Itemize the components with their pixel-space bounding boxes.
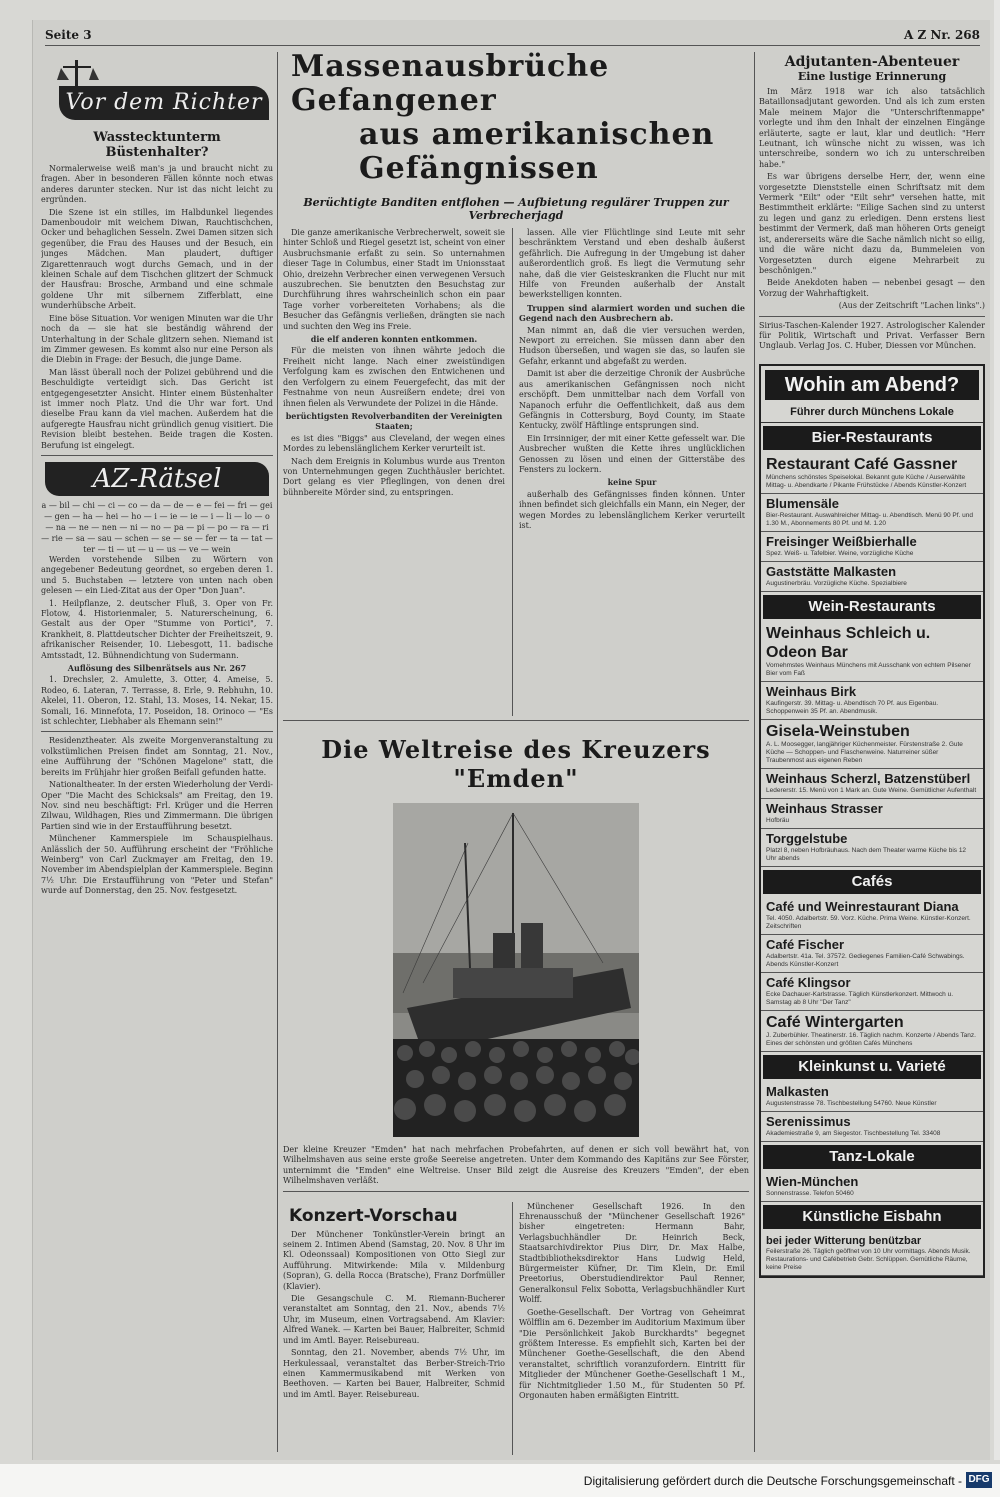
paragraph: Nach dem Ereignis in Kolumbus wurde aus Trenton von Unternehmungen gegen Zuchthäusler berichtet. Dort gelang es vier Pfleglingen, von denen drei bühnbereite Mörder sind, zu entspringen. [283,456,505,497]
column-rule [512,1202,513,1455]
venue-name: Café und Weinrestaurant Diana [766,898,959,914]
page-number: Seite 3 [45,28,92,42]
venue-description: Adalbertstr. 41a. Tel. 37572. Gediegenes Familien-Café Schwabings. Abends Künstler-Konzert [766,952,965,968]
venue-name: Weinhaus Strasser [766,800,883,816]
ad-category-header: Wein-Restaurants [763,595,981,619]
ad-venue-entry [761,1232,983,1276]
ad-venue-entry [761,1172,983,1202]
venue-description: Vornehmstes Weinhaus Münchens mit Ausschank von echtem Pilsener Bier vom Faß [766,661,971,677]
wohin-am-abend-ad [759,364,985,1278]
raetsel-body [41,555,273,728]
section-line: die elf anderen konnten entkommen. [310,334,478,345]
article-column-1 [283,228,505,500]
paper-area [32,20,990,1460]
venue-description: Feilerstraße 26. Täglich geöffnet von 10 Uhr vormittags. Abends Musik. Restaurations- und Cafébetrieb Gebr. Schlüppen. Gemütliche Räume, keine Preise [766,1247,971,1271]
ad-category-header: Tanz-Lokale [763,1145,981,1169]
ad-venue-entry [761,453,983,494]
paragraph: 1. Heilpflanze, 2. deutscher Fluß, 3. Oper von Fr. Flotow, 4. Historienmaler, 5. Naturerscheinung, 6. Gestalt aus der Oper "Stumme von Portici", 7. Krankheit, 8. Plattdeutscher Dichter der Freiheitszeit, 9. afrikanischer Reisender, 10. Liebesgott, 11. badische Amtsstadt, 12. Bühnendichtung von Sudermann. [41,598,273,660]
issue-number: A Z Nr. 268 [903,28,980,42]
divider [41,731,273,732]
paragraph: Eine böse Situation. Vor wenigen Minuten war die Uhr noch da — sie hat sie beständig während der Unterhaltung in der Schale glitzern sehen. Niemand ist im Zimmer gewesen. Es kommt also nur eine Person als die Diebin in Frage: der Besuch, die junge Dame. [41,313,273,365]
ad-venue-entry [761,799,983,829]
divider [759,316,985,317]
paragraph: Damit ist aber die derzeitige Chronik der Ausbrüche aus amerikanischen Gefängnissen noch nicht erschöpft. Dem unmittelbar nach dem Vorfall von Napanoch erfuhr die Oeffentlichkeit, daß aus dem Gefängnis in Cottersburg, Boyd County, im Staate Kentucky, zwölf Häftlinge entsprungen sind. [519,369,745,431]
banner-title: Vor dem Richter [59,86,269,120]
article-headline: Wasstecktunterm Büstenhalter? [93,130,221,160]
raetsel-banner: AZ-Rätsel [45,462,269,496]
konzert-column [283,1202,505,1403]
venue-description: Akademiestraße 9, am Siegestor. Tischbestellung Tel. 33408 [766,1129,941,1137]
venue-name: Café Klingsor [766,974,851,990]
ad-title: Wohin am Abend? [765,370,979,400]
divider [41,455,273,456]
ad-venue-entry [761,562,983,592]
venue-description: Tel. 4050. Adalbertstr. 59. Vorz. Küche. Prima Weine. Künstler-Konzert. Zeitschriften [766,914,971,930]
ad-venue-entry [761,829,983,867]
scan-edge [994,0,1000,1460]
venue-description: A. L. Moosegger, langjähriger Küchenmeister. Fürstenstraße 2. Gute Küche — Schoppen- und Flaschenweine. Naturreiner süßer Traubenmost aus eigenen Reben [766,740,963,764]
venue-description: Bier-Restaurant. Auswahlreicher Mittag- u. Abendtisch. Menü 90 Pf. und 1.30 M., Abonnements 80 Pf. und M. 1.20 [766,511,974,527]
adjutant-body [759,87,985,312]
running-header [45,26,980,46]
paragraph: Normalerweise weiß man's ja und braucht nicht zu fragen. Aber in besonderen Fällen könnte noch etwas anderes darunter stecken. Nur ist das nicht leicht zu ergründen. [41,164,273,205]
venue-description: Kaufingerstr. 39. Mittag- u. Abendtisch 70 Pf. aus Eigenbau. Schoppenwein 35 Pf. an. Abendmusik. [766,699,938,715]
ad-category-header: Kleinkunst u. Varieté [763,1055,981,1079]
konzert-body [283,1230,505,1401]
adjutant-headline: Adjutanten-Abenteuer [784,54,960,70]
vor-dem-richter-banner [41,54,273,126]
digitization-footer [0,1464,1000,1497]
venue-name: Freisinger Weißbierhalle [766,533,917,549]
court-article-body [41,164,273,451]
venue-description: Spez. Weiß- u. Tafelbier. Weine, vorzügliche Küche [766,549,914,557]
ad-venue-entry [761,973,983,1011]
venue-name: Wien-München [766,1173,859,1189]
paragraph: Im März 1918 war ich also tatsächlich Bataillonsadjutant geworden. Und als ich zum ersten Male meinem Major die "Unterschriftenmappe" vorlegte und ihm den Inhalt der einzelnen Eingänge erläuterte, sagte er laut, klar und deutlich: "Herr Leutnant, ich wünsche nicht zu wissen, was ich unterschreibe, sondern wo ich zu unterschreiben habe." [759,87,985,169]
ad-category-header: Künstliche Eisbahn [763,1205,981,1229]
ad-venue-entry [761,1112,983,1142]
paragraph: Es war übrigens derselbe Herr, der, wenn eine vorgesetzte Dienststelle einen Schriftsatz mit dem Vermerk "Eilt" oder "Eilt sehr" versehen hatte, mit Bestimmtheit erklärte: "Eilige Sachen sind zu unterst zu legen und ganz zu erledigen. Denn erstens liest bestimmt der Vermerk, daß man höheren Orts geneigt ist, andererseits wäre die Sache nämlich nicht so eilig, und die wäre nicht dazu da, Bummeleien von Vorgesetzten durch eigene Mehrarbeit zu beschönigen." [759,172,985,275]
paragraph: Nationaltheater. In der ersten Wiederholung der Verdi-Oper "Die Macht des Schicksals" am Freitag, den 19. Nov. sind neu beschäftigt: Frl. Krüger und die Herren Zilwau, Wildhagen, Ries und Zimmermann. Die übrigen Partien sind wie in der Erstaufführung besetzt. [41,780,273,831]
venue-name: Gisela-Weinstuben [766,722,910,740]
middle-column [283,50,749,1455]
column-rule [754,52,755,1452]
venue-name: Gaststätte Malkasten [766,563,897,579]
venue-description: Ecke Dachauer-Karlstrasse. Täglich Künstlerkonzert. Mittwoch u. Samstag ab 8 Uhr "Der Tanz" [766,990,954,1006]
ad-venue-entry [761,1011,983,1052]
paragraph: Ein Irrsinniger, der mit einer Kette gefesselt war. Die Ausbrecher wußten die Kette ihres unglücklichen Genossen zu lösen und einen der Gitterstäbe des Fensters zu lockern. [519,433,745,474]
section-line: keine Spur [607,477,657,488]
article-column-2 [519,228,745,533]
venue-description: Augustinerbräu. Vorzügliche Küche. Spezialbiere [766,579,907,587]
paragraph: Truppen sind alarmiert worden und suchen die Gegend nach den Ausbrechern ab. [519,302,745,324]
footer-credit: Digitalisierung gefördert durch die Deutsche Forschungsgemeinschaft - [583,1474,962,1488]
paragraph: es ist dies "Biggs" aus Cleveland, der wegen eines Mordes zu lebenslänglichem Kerker verurteilt ist. [283,433,505,454]
kultur-notes [41,736,273,896]
ad-venue-entry [761,494,983,532]
venue-name: Blumensäle [766,495,839,511]
divider [283,720,749,721]
ad-subtitle: Führer durch Münchens Lokale [761,404,983,423]
main-headline [283,50,749,186]
adjutant-subheadline: Eine lustige Erinnerung [797,70,947,83]
venue-name: Café Wintergarten [766,1013,904,1031]
venue-description: Sonnenstrasse. Telefon 50460 [766,1189,854,1197]
paragraph: Münchener Kammerspiele im Schauspielhaus. Anlässlich der 50. Aufführung erscheint der "Fröhliche Weinberg" von Carl Zuckmayer am Freitag, den 19. November im Abendspielplan der Kammerspiele. Beginn 7½ Uhr. Die Erstaufführung von "Peter und Stefan" wurde auf Donnerstag, den 25. Nov. festgesetzt. [41,834,273,896]
dfg-logo: DFG [966,1472,992,1488]
ad-venue-entry [761,935,983,973]
ad-venue-entry [761,769,983,799]
ad-venue-entry [761,720,983,769]
column-rule [277,52,278,1452]
ad-sections [761,426,983,1276]
paragraph: Werden vorstehende Silben zu Wörtern von angegebener Bedeutung geordnet, so ergeben deren 1. und 5. Buchstaben — letztere von unten nach oben gelesen — ein Lied-Zitat aus der Oper "Don Juan". [41,554,273,596]
paragraph: Die ganze amerikanische Verbrecherwelt, soweit sie hinter Schloß und Riegel gesetzt ist, scheint von einer Ausbruchsmanie erfaßt zu sein. So unternahmen dieser Tage in Columbus, einer Stadt im Unionsstaat Ohio, dreizehn Verbrecher einen verwegenen Versuch auszubrechen. Sie benutzten den Besuchstag zur Durchführung ihres wahrscheinlich schon ein paar Tage vorher vorbereiteten Vorhabens; als die Besucher das Gefängnis verließen, drängten sie nach und suchten den Weg ins Freie. [283,228,505,331]
venue-name: Malkasten [766,1083,829,1099]
venue-description: J. Zuberbühler. Theatinerstr. 16. Täglich nachm. Konzerte / Abends Tanz. Eines der schönsten und größten Cafés Münchens [766,1031,976,1047]
lower-middle-section [283,1202,749,1455]
emden-caption: Der kleine Kreuzer "Emden" hat nach mehrfachen Probefahrten, auf denen er sich voll bewährt hat, von Wilhelmshaven aus seine erste große Seereise angetreten. Unter dem Kommando des Kapitäns zur See Förster, unternimmt die "Emden" eine Weltreise. Unser Bild zeigt die Ausreise des Kreuzers "Emden", der eben Wilhelmshaven verläßt. [283,1145,749,1186]
paragraph: Die Szene ist ein stilles, im Halbdunkel liegendes Damenboudoir mit weichem Diwan, Rauchtischchen, Ocker und behaglichen Sesseln. Zwei Damen sitzen sich gegenüber, die Frau des Hauses und der Besuch, ein junges Mädchen. Man plaudert, duftiger Zigarettenrauch wogt durchs Gemach, und in der kleinen Schale auf dem Tischchen glitzert der Schmuck der Hausfrau: Brosche, Armband und eine schmale goldene Uhr mit silbernem Zifferblatt, eine wunderhübsche Arbeit. [41,207,273,311]
raetsel-syllables: a — bil — chi — ci — co — da — de — e — fei — fri — gei — gen — ha — hei — ho — i — ie — ie — i — li — lo — o — na — ne — nen — ni — no — pa — pi — po — ra — ri — rie — sa — sau — schen — se — se — fer — ta — tat — ter — ti — ut — u — us — ve — wein [41,500,273,554]
paragraph: Beide Anekdoten haben — nebenbei gesagt — den Vorzug der Wahrhaftigkeit. [759,278,985,298]
ad-venue-entry [761,682,983,720]
ship-crowd-illustration [393,803,639,1137]
paragraph: Sonntag, den 21. November, abends 7½ Uhr, im Herkulessaal, veranstaltet das Berber-Streich-Trio einen Kammermusikabend mit Werken von Beethoven. — Karten bei Bauer, Halbreiter, Schmid und im Amtl. Bayer. Reisebureau. [283,1348,505,1399]
paragraph: Die Gesangschule C. M. Riemann-Bucherer veranstaltet am Sonntag, den 21. Nov., abends 7½ Uhr, im Museum, einen Vortragsabend. Am Klavier: Alfred Wanek. — Karten bei Bauer, Halbreiter, Schmid und im Amtl. Bayer. Reisebureau. [283,1294,505,1345]
left-column [41,50,273,1455]
main-subheadline: Berüchtigte Banditen entflohen — Aufbietung regulärer Truppen zur Verbrecherjagd [303,196,729,222]
ad-category-header: Bier-Restaurants [763,426,981,450]
venue-name: Serenissimus [766,1113,851,1129]
venue-name: Restaurant Café Gassner [766,455,958,473]
paragraph: Goethe-Gesellschaft. Der Vortrag von Geheimrat Wölfflin am 6. Dezember im Auditorium Maximum über "Die Persönlichkeit Jakob Burckhardts" begegnet größtem Interesse. Es empfiehlt sich, Karten bei der Münchener Goethe-Gesellschaft, die den Abend veranstaltet, schriftlich voranzufordern. Eintritt für Mitglieder der Münchener Goethe-Gesellschaft 1 M., für Nichtmitglieder 1.50 M., für Studenten 50 Pf. Orgonauten haben ermäßigten Eintritt. [519,1307,745,1400]
venue-description: Münchens schönstes Speiselokal. Bekannt gute Küche / Auserwählte Mittag- u. Abendkarte / Pikante Frühstücke / Abends Künstler-Konzert [766,473,967,489]
venue-name: Café Fischer [766,936,845,952]
venue-description: Platzl 8, neben Hofbräuhaus. Nach dem Theater warme Küche bis 12 Uhr abends [766,846,967,862]
venue-name: bei jeder Witterung benützbar [766,1234,922,1247]
gesellschaft-column [519,1202,745,1404]
column-rule [512,228,513,716]
venue-description: Hofbräu [766,816,790,824]
source-note: (Aus der Zeitschrift "Lachen links".) [838,301,985,311]
ad-venue-entry [761,897,983,935]
right-column [759,50,985,1455]
paragraph: Für die meisten von ihnen währte jedoch die Freiheit nicht lange. Nach einer zweistündigen Verfolgung kam es zwischen den Entwichenen und den Verfolgern zu einem Feuergefecht, das mit der Festnahme von neun Ausreißern endete; drei von ihnen fielen als Verwundete der Polizei in die Hände. [283,346,505,408]
divider [283,1191,749,1192]
venue-name: Weinhaus Schleich u. Odeon Bar [766,624,931,661]
emden-headline: Die Weltreise des Kreuzers "Emden" [321,735,711,793]
venue-name: Weinhaus Birk [766,683,857,699]
kalender-note: Sirius-Taschen-Kalender 1927. Astrologischer Kalender für Politik, Wirtschaft und Privat. Verfasser Bern Unglaub. Verlag Jos. C. Huber, Diessen vor München. [759,320,985,351]
paragraph: außerhalb des Gefängnisses finden können. Unter ihnen befindet sich gleichfalls ein Mann, ein Neger, der wegen Mordes zu lebenslänglichem Kerker verurteilt ist. [519,489,745,530]
ad-venue-entry [761,532,983,562]
cruiser-emden-photo [393,803,639,1137]
venue-name: Torggelstube [766,830,848,846]
paragraph: Residenztheater. Als zweite Morgenveranstaltung zu volkstümlichen Preisen findet am Sonntag, 21. Nov., eine Aufführung der "Schönen Magelone" statt, die bereits im Frühjahr hier großen Beifall gefunden hatte. [41,736,273,777]
ad-venue-entry [761,622,983,682]
aufloesung-head: Auflösung des Silbenrätsels aus Nr. 267 [67,663,247,674]
paragraph: lassen. Alle vier Flüchtlinge sind Leute mit sehr beschränktem Verstand und eben deshalb äußerst gefährlich. Die Aufregung in der Umgebung ist daher außerordentlich groß. Es liegt die Vermutung sehr nahe, daß die vier Geisteskranken die Flucht nur mit Hilfe von Freunden außerhalb der Anstalt bewerkstelligen konnten. [519,228,745,300]
konzert-headline: Konzert-Vorschau [289,1205,458,1226]
ad-venue-entry [761,1082,983,1112]
paragraph: Man lässt überall noch der Polizei gebührend und die Beschuldigte verteidigt sich. Das Gericht ist entgegengesetzter Ansicht. Hinter einem Büstenhalter ist immer noch Platz. Und die Uhr war fort. Und dieselbe Frau kann da viel machen. Außerdem hat die aufgeregte Hausfrau nicht gründlich genug visitiert. Die Revision bleibt bestehen. Beide tragen die Kosten. Berufung ist eingelegt. [41,367,273,450]
paragraph: Der Münchener Tonkünstler-Verein bringt an seinem 2. Intimen Abend (Samstag, 20. Nov. 8 Uhr im Kl. Odeonssaal) Kompositionen von Otto Siegl zur Aufführung. Mitwirkende: Mila v. Mildenburg (Sopran), G. della Rocca (Bratsche), Franz Dorfmüller (Klavier). [283,1229,505,1291]
headline-line-1: Massenausbrüche Gefangener [291,50,610,118]
paragraph: Man nimmt an, daß die vier versuchen werden, Newport zu erreichen. Sie müssen dann aber den Hudson überseßen, und wagen sie das, so laufen sie Gefahr, erkannt und abgefaßt zu werden. [519,325,745,366]
paragraph: Münchener Gesellschaft 1926. In den Ehrenausschuß der "Münchener Gesellschaft 1926" bisher eingetreten: Hermann Bahr, Verlagsbuchhändler Dr. Heinrich Beck, Staatsarchivdirektor Pius Dirr, Dr. Max Halbe, Stadtbibliotheksdirektor Hans Ludwig Held, Bürgermeister Küfner, Dr. Tim Klein, Dr. Emil Preetorius, Oberstudiendirektor Paul Renner, Generalkonsul Felix Sobotta, Verlagsbuchhändler Kurt Wolff. [519,1201,745,1305]
ad-category-header: Cafés [763,870,981,894]
section-line: berüchtigsten Revolverbanditen der Vereinigten Staaten; [285,410,503,432]
paragraph: 1. Drechsler, 2. Amulette, 3. Otter, 4. Ameise, 5. Rodeo, 6. Lateran, 7. Terrasse, 8. Erle, 9. Rebhuhn, 10. Akelei, 11. Oberon, 12. Stahl, 13. Moses, 14. Nekar, 15. Somali, 16. Minnefota, 17. Poseidon, 18. Orinoco — "Es ist schlechter, Liebhaber als Ehemann sein!" [41,675,273,727]
venue-description: Ledererstr. 15. Menü von 1 Mark an. Gute Weine. Gemütlicher Aufenthalt [766,786,977,794]
headline-line-2: aus amerikanischen Gefängnissen [359,117,715,186]
venue-name: Weinhaus Scherzl, Batzenstüberl [766,770,971,786]
venue-description: Augustenstrasse 78. Tischbestellung 54760. Neue Künstler [766,1099,937,1107]
prison-article [283,228,749,716]
